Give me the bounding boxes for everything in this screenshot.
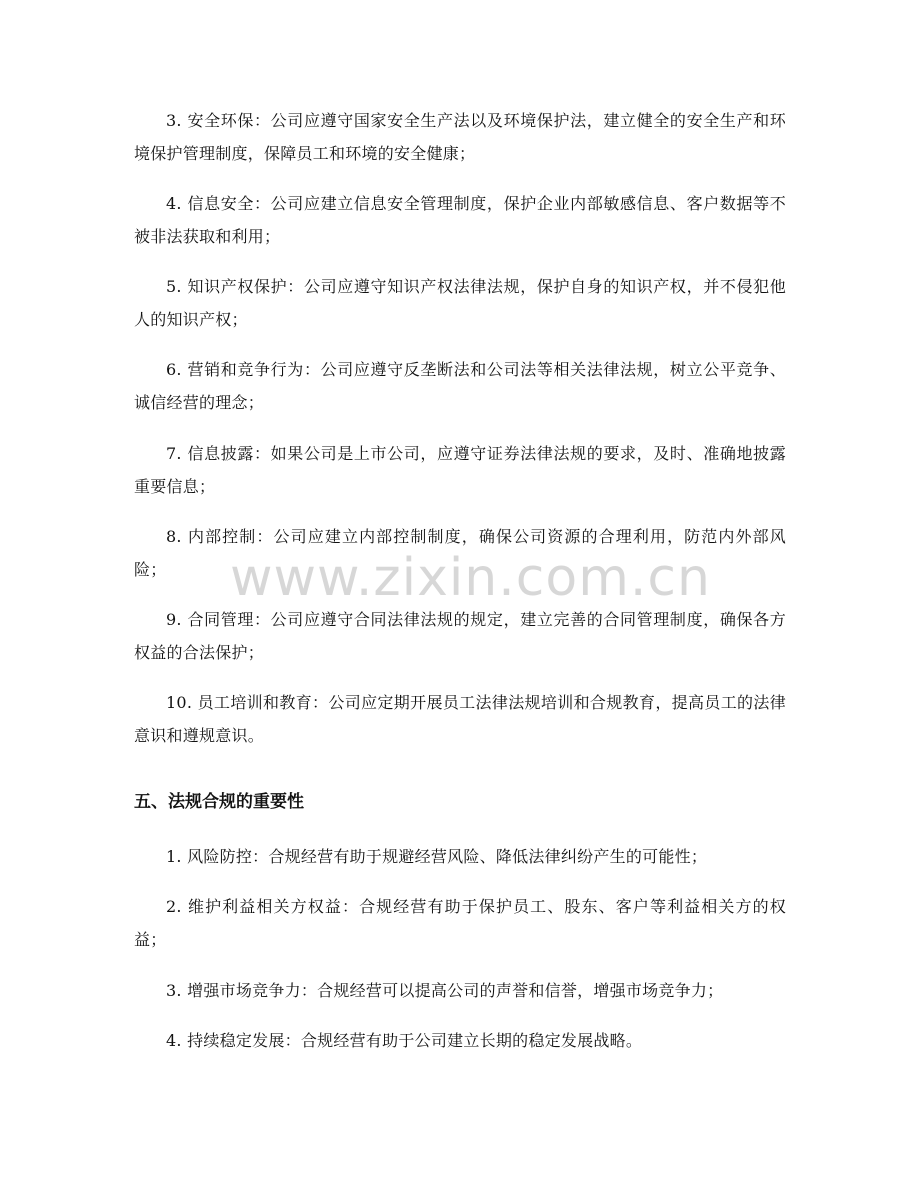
importance-item-3: 3. 增强市场竞争力：合规经营可以提高公司的声誉和信誉，增强市场竞争力； bbox=[166, 981, 724, 1000]
section-heading: 五、法规合规的重要性 bbox=[134, 792, 304, 812]
paragraph-item-6: 6. 营销和竞争行为：公司应遵守反垄断法和公司法等相关法律法规，树立公平竞争、诚信经营的理念； bbox=[134, 360, 786, 412]
paragraph-item-3: 3. 安全环保：公司应遵守国家安全生产法以及环境保护法，建立健全的安全生产和环境保护管理制度，保障员工和环境的安全健康； bbox=[134, 111, 786, 163]
importance-item-4: 4. 持续稳定发展：合规经营有助于公司建立长期的稳定发展战略。 bbox=[166, 1031, 643, 1050]
watermark: www.zixin.com.cn bbox=[230, 548, 711, 608]
paragraph-item-10: 10. 员工培训和教育：公司应定期开展员工法律法规培训和合规教育，提高员工的法律意识和遵规意识。 bbox=[134, 693, 786, 745]
importance-item-1: 1. 风险防控：合规经营有助于规避经营风险、降低法律纠纷产生的可能性； bbox=[166, 847, 708, 866]
paragraph-item-4: 4. 信息安全：公司应建立信息安全管理制度，保护企业内部敏感信息、客户数据等不被非法获取和利用； bbox=[134, 194, 786, 246]
paragraph-item-8: 8. 内部控制：公司应建立内部控制制度，确保公司资源的合理利用，防范内外部风险； bbox=[134, 527, 786, 579]
paragraph-item-5: 5. 知识产权保护：公司应遵守知识产权法律法规，保护自身的知识产权，并不侵犯他人的知识产权； bbox=[134, 277, 786, 329]
importance-item-2: 2. 维护利益相关方权益：合规经营有助于保护员工、股东、客户等利益相关方的权益； bbox=[134, 897, 786, 949]
paragraph-item-9: 9. 合同管理：公司应遵守合同法律法规的规定，建立完善的合同管理制度，确保各方权益的合法保护； bbox=[134, 610, 786, 662]
paragraph-item-7: 7. 信息披露：如果公司是上市公司，应遵守证券法律法规的要求，及时、准确地披露重要信息； bbox=[134, 444, 786, 496]
